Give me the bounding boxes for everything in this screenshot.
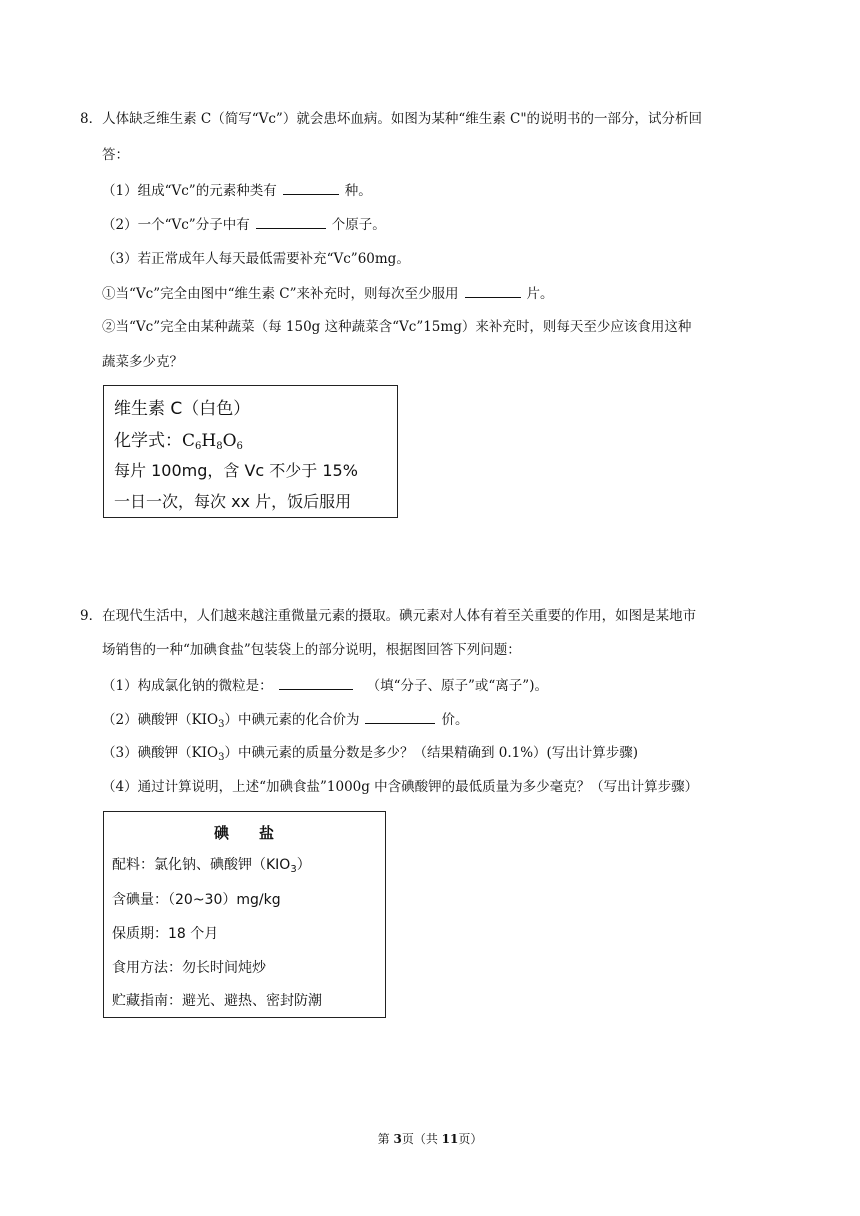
vitamin-c-label-dose: 每片 100mg，含 Vc 不少于 15% [114, 461, 358, 480]
formula-prefix: 化学式： [114, 431, 182, 451]
current-page: 3 [393, 1132, 402, 1146]
q8-part2-suffix: 个原子。 [331, 217, 386, 233]
q8-subpart1-blank[interactable] [465, 283, 521, 298]
q8-subpart2-line2: 蔬菜多少克？ [102, 354, 183, 370]
q8-part3: （3）若正常成年人每天最低需要补充“Vc”60mg。 [102, 251, 410, 267]
q9-part3: （3）碘酸钾$(KIO_3)$中碘元素的质量分数是多少？（结果精确到 0.1%）(写出计算步骤) [102, 745, 639, 763]
q9-part1-text: （1）构成氯化钠的微粒是： [102, 678, 273, 694]
page-footer: 第 3页（共 11页） [377, 1132, 483, 1146]
q8-part1 [102, 180, 372, 201]
salt-label-method: 食用方法：勿长时间炖炒 [112, 960, 266, 976]
q8-part1-blank[interactable] [283, 180, 339, 195]
salt-label-iodine-content: 含碘量：（20~30）mg/kg [112, 892, 281, 908]
q8-part1-suffix: 种。 [344, 183, 372, 199]
q8-part2-blank[interactable] [256, 214, 326, 229]
q9-stem-line1: 9．在现代生活中，人们越来越注重微量元素的摄取。碘元素对人体有着至关重要的作用，如图是某地市 [80, 608, 697, 624]
q9-part2-text: （2）碘酸钾（KIO [102, 712, 219, 728]
q9-part4: （4）通过计算说明，上述“加碘食盐”1000g 中含碘酸钾的最低质量为多少毫克？（写出计算步骤） [102, 779, 699, 795]
q9-part2-suffix: 价。 [441, 712, 469, 728]
total-pages: 11 [441, 1132, 459, 1146]
q8-subpart1-suffix: 片。 [526, 286, 554, 302]
salt-label-shelf-life: 保质期：18 个月 [112, 926, 219, 942]
q9-part1 [102, 675, 548, 696]
iodized-salt-label [103, 811, 386, 1018]
q9-part1-blank[interactable] [279, 675, 353, 690]
vitamin-c-label-usage: 一日一次，每次 xx 片，饭后服用 [114, 492, 352, 511]
vitamin-c-label-title: 维生素 C（白色） [114, 399, 251, 419]
q9-part2-blank[interactable] [365, 709, 435, 724]
q9-part2: （2）碘酸钾$(KIO_3)$中碘元素的化合价为 价。 [102, 709, 468, 730]
salt-label-storage: 贮藏指南：避光、避热、密封防潮 [112, 993, 322, 1009]
chemical-formula: $C_6H_8O_6$ [182, 431, 243, 452]
q9-stem-line2: 场销售的一种“加碘食盐”包装袋上的部分说明，根据图回答下列问题： [102, 642, 521, 658]
salt-label-title: 碘 盐 [214, 824, 275, 842]
q8-subpart1-text: ①当“Vc”完全由图中“维生素 C”来补充时，则每次至少服用 [102, 286, 459, 302]
salt-label-ingredients: 配料：氯化钠、碘酸钾$(KIO_3)$ [112, 857, 311, 875]
q8-stem-line2: 答： [102, 147, 129, 163]
q8-part2 [102, 214, 386, 235]
q8-stem-line1: 8．人体缺乏维生素 C（简写“Vc”）就会患坏血病。如图为某种“维生素 C"的说明书的一部分，试分析回 [80, 111, 703, 127]
q8-subpart2-line1: ②当“Vc”完全由某种蔬菜（每 150g 这种蔬菜含“Vc”15mg）来补充时，则每天至少应该食用这种 [102, 319, 692, 335]
vitamin-c-label [103, 385, 398, 518]
q8-subpart1 [102, 283, 554, 304]
q8-part2-text: （2）一个“Vc”分子中有 [102, 217, 250, 233]
q9-part1-suffix: （填“分子、原子”或“离子”)。 [366, 678, 548, 694]
q8-part1-text: （1）组成“Vc”的元素种类有 [102, 183, 277, 199]
vitamin-c-label-formula [114, 426, 243, 451]
